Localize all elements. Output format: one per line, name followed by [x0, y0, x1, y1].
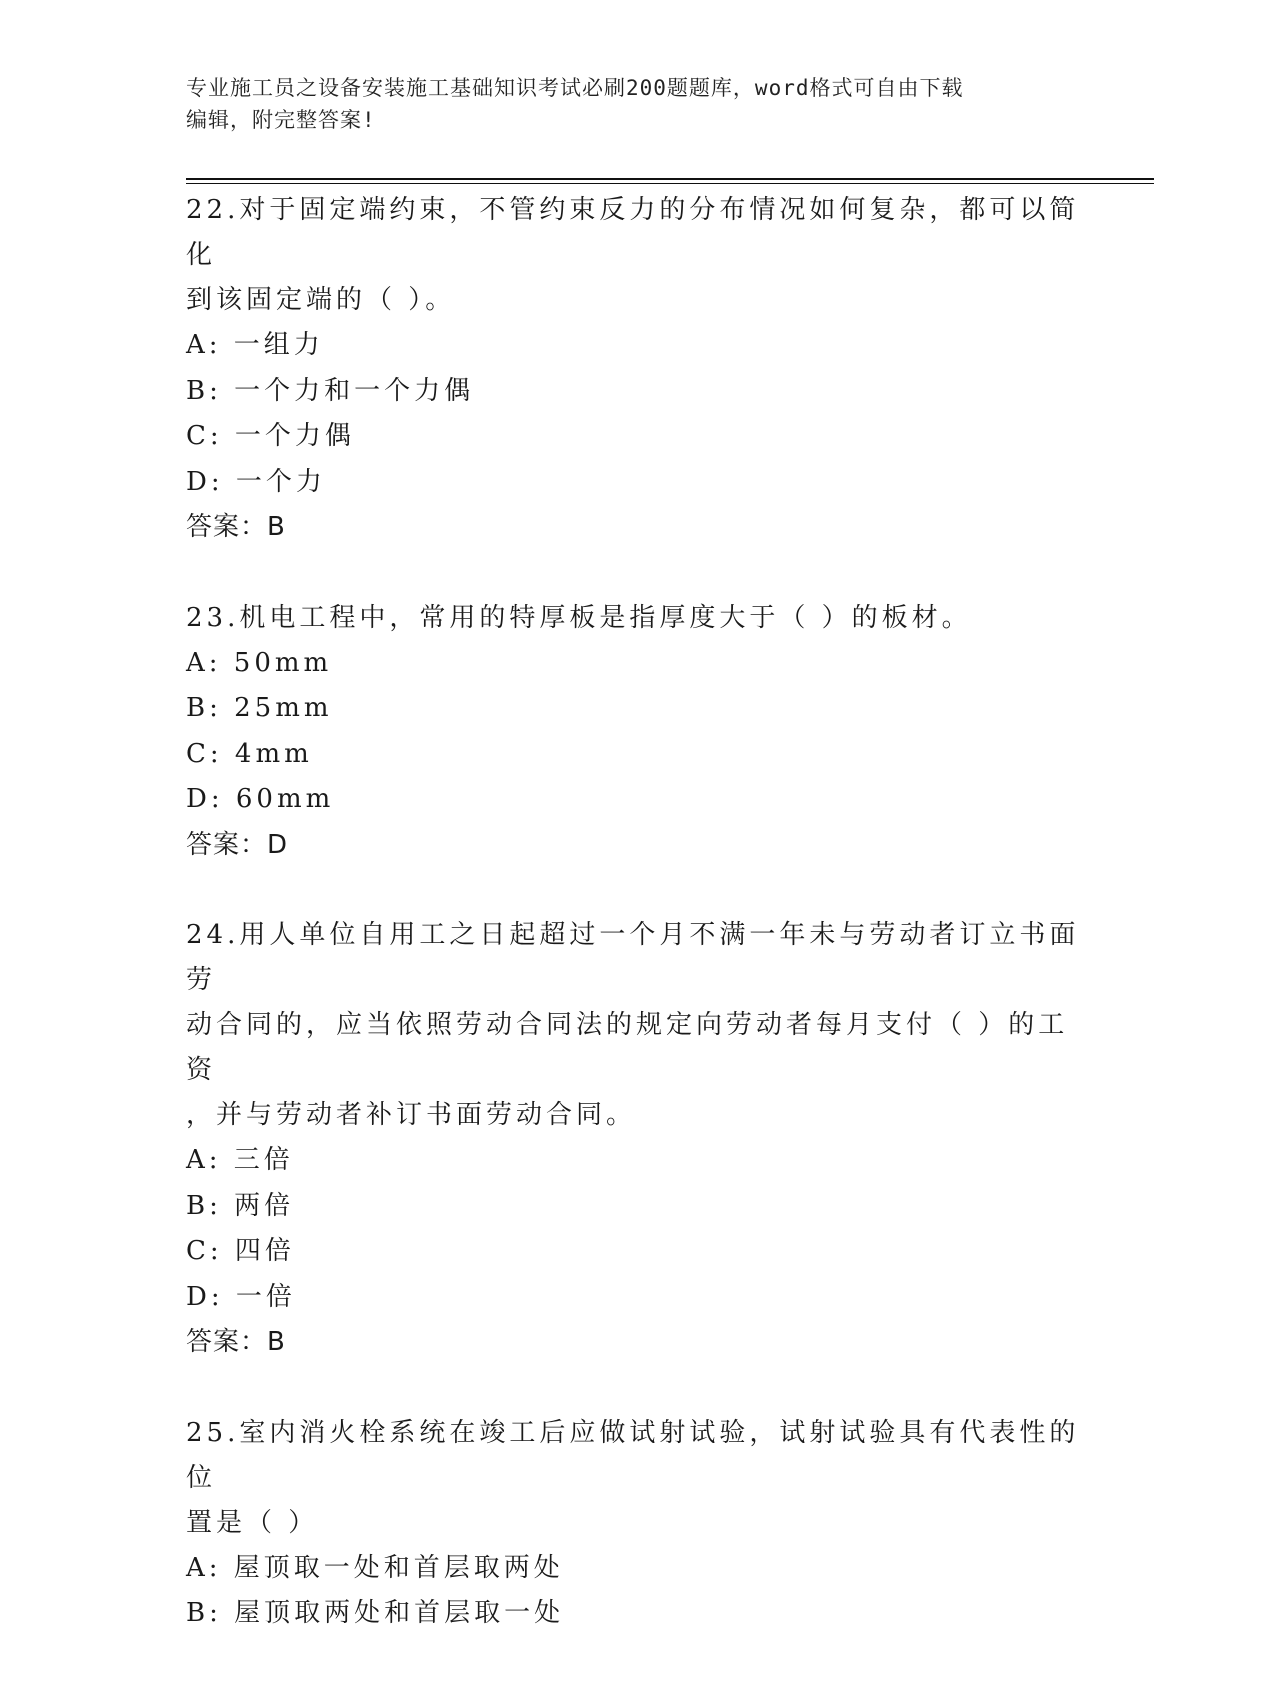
- header-divider-thin: [186, 183, 1154, 184]
- question-text: 25.室内消火栓系统在竣工后应做试射试验，试射试验具有代表性的位: [186, 1417, 1080, 1493]
- question-block: [186, 188, 1086, 551]
- answer-option: D: 60mm: [186, 784, 335, 814]
- answer-option: C: 4mm: [186, 738, 313, 769]
- question-text: 动合同的，应当依照劳动合同法的规定向劳动者每月支付（ ）的工资: [186, 1010, 1069, 1085]
- header-line-2: 编辑，附完整答案!: [186, 108, 376, 132]
- answer-option: C: 四倍: [186, 1236, 295, 1266]
- answer-option: D: 一个力: [186, 466, 326, 497]
- question-text: 23.机电工程中，常用的特厚板是指厚度大于（ ）的板材。: [186, 602, 972, 633]
- answer-option: B: 屋顶取两处和首层取一处: [186, 1598, 565, 1628]
- question-text: ，并与劳动者补订书面劳动合同。: [186, 1100, 637, 1130]
- answer-option: B: 一个力和一个力偶: [186, 375, 475, 406]
- answer-option: A: 屋顶取一处和首层取两处: [186, 1552, 564, 1583]
- answer-option: A: 一组力: [186, 330, 324, 360]
- question-list: [186, 188, 1086, 1682]
- question-text: 置是（ ）: [186, 1507, 319, 1538]
- answer-key: 答案：D: [186, 829, 289, 860]
- answer-option: B: 25mm: [186, 693, 333, 723]
- answer-key: 答案：B: [186, 512, 286, 542]
- header-line-1: 专业施工员之设备安装施工基础知识考试必刷200题题库，word格式可自由下载: [186, 76, 964, 100]
- question-block: [186, 596, 1086, 869]
- header-divider: [186, 178, 1154, 180]
- answer-key: 答案：B: [186, 1327, 286, 1357]
- answer-option: A: 50mm: [186, 647, 333, 678]
- answer-option: D: 一倍: [186, 1281, 296, 1312]
- document-header: [186, 72, 1066, 136]
- answer-option: B: 两倍: [186, 1190, 295, 1221]
- question-text: 24.用人单位自用工之日起超过一个月不满一年未与劳动者订立书面劳: [186, 920, 1080, 995]
- question-block: [186, 913, 1086, 1366]
- answer-option: C: 一个力偶: [186, 421, 355, 451]
- question-text: 到该固定端的（ ）。: [186, 285, 456, 315]
- question-text: 22.对于固定端约束，不管约束反力的分布情况如何复杂，都可以简化: [186, 195, 1080, 270]
- answer-option: A: 三倍: [186, 1145, 294, 1175]
- question-block: [186, 1411, 1086, 1637]
